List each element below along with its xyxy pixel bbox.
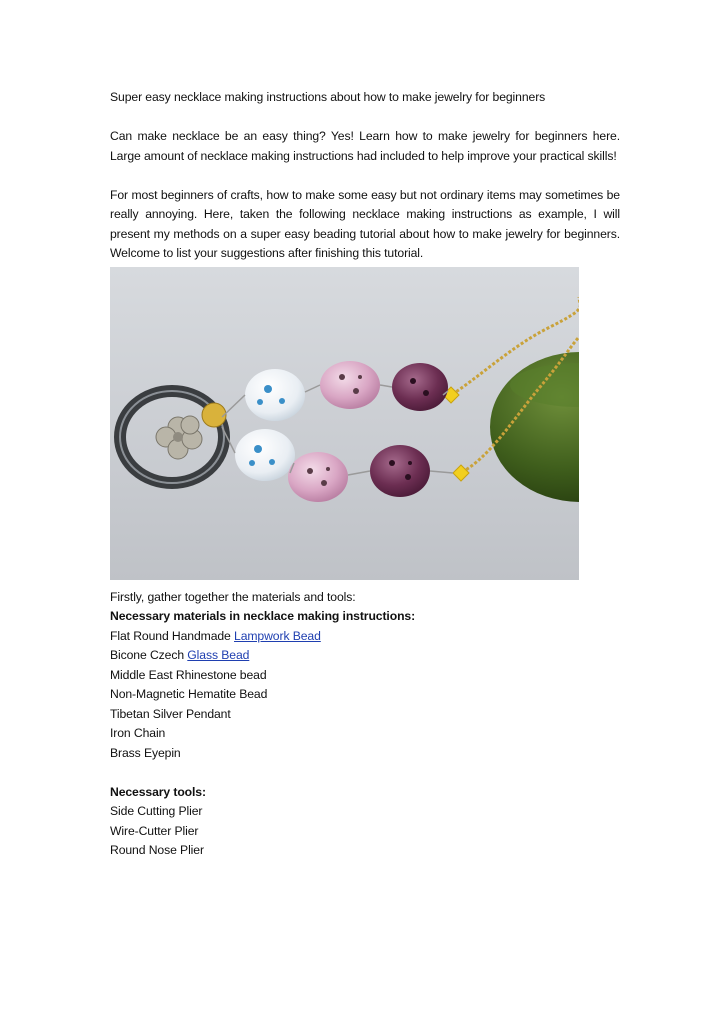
material-item: Tibetan Silver Pendant [110,706,231,721]
tool-item: Round Nose Plier [110,843,204,857]
tools-heading: Necessary tools: [110,784,206,799]
body-paragraph: For most beginners of crafts, how to make some easy but not ordinary items may sometimes be really annoying. Here, taken the following necklace making instructions as example, I will present my methods on a super easy beading tutorial about how to make jewelry for beginners. Welcome to list your suggestions after finishing this tutorial. [110,187,620,260]
glass-bead-link[interactable]: Glass Bead [187,648,250,662]
intro-paragraph: Can make necklace be an easy thing? Yes! Learn how to make jewelry for beginners here. Large amount of necklace making instructions had included to help improve your practical skills! [110,129,620,163]
necklace-photo [110,267,579,580]
material-item: Iron Chain [110,726,166,740]
document-content [110,88,620,861]
materials-heading: Necessary materials in necklace making instructions: [110,609,416,623]
material-item: Brass Eyepin [110,745,181,760]
material-item [110,646,620,666]
material-item [110,627,620,647]
gather-line: Firstly, gather together the materials and tools: [110,589,356,604]
tool-item: Side Cutting Plier [110,804,203,818]
article-title: Super easy necklace making instructions about how to make jewelry for beginners [110,90,546,104]
material-item: Middle East Rhinestone bead [110,667,267,682]
material-item-text: Flat Round Handmade [110,628,235,643]
material-item: Non-Magnetic Hematite Bead [110,687,268,701]
material-item-text: Bicone Czech [110,648,188,662]
tool-item: Wire-Cutter Plier [110,823,199,838]
lampwork-bead-link[interactable]: Lampwork Bead [234,628,321,643]
